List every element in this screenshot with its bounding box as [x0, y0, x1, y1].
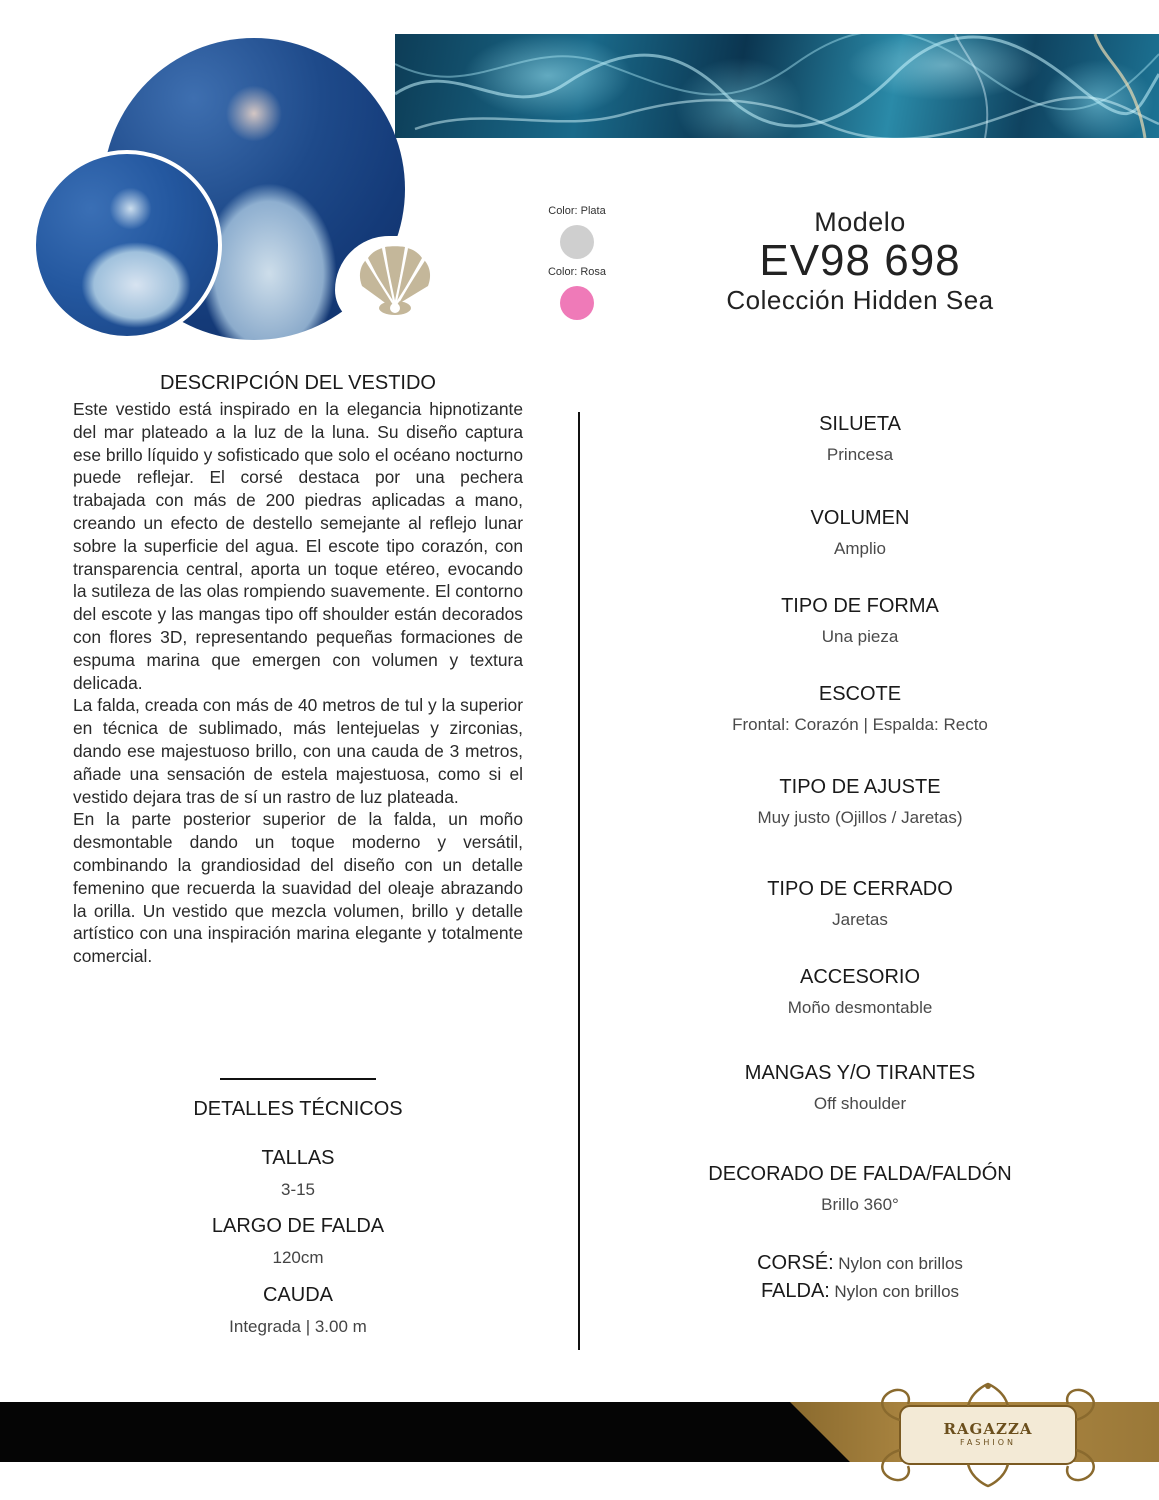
description-paragraph: Este vestido está inspirado en la elegancia hipnotizante del mar plateado a la luz de la luna. Su diseño captura ese brillo líquido y sofisticado que solo el océano nocturno puede reflejar. El corsé destaca por una pechera trabajada con más de 200 piedras aplicadas a mano, creando un efecto de destello semejante al reflejo lunar sobre la superficie del agua. El escote tipo corazón, con transparencia central, aporta un toque etéreo, evocando la sutileza de las olas rompiendo suavemente. El contorno del escote y las mangas tipo off shoulder están decorados con flores 3D, representando pequeñas formaciones de espuma marina que emergen con volumen y textura delicada. [73, 399, 523, 693]
color-label-plata: Color: Plata [548, 205, 606, 217]
description-paragraph: La falda, creada con más de 40 metros de tul y la superior en técnica de sublimado, más lentejuelas y zirconias, dando ese majestuoso brillo, con una cauda de 3 metros, añade una sensación de estela majestuosa, como si el vestido dejara tras de sí un rastro de luz plateada. [73, 695, 523, 807]
technical-details-title: DETALLES TÉCNICOS [193, 1098, 403, 1120]
color-swatch-plata [560, 225, 594, 259]
tech-label: LARGO DE FALDA [211, 1215, 385, 1237]
spec-value: Jaretas [832, 910, 888, 929]
material-value: Nylon con brillos [834, 1282, 960, 1301]
spec-label: DECORADO DE FALDA/FALDÓN [708, 1163, 1012, 1185]
shell-icon [352, 246, 438, 316]
spec-decorado [660, 1161, 1060, 1217]
spec-value: Off shoulder [813, 1094, 907, 1113]
model-label: Modelo [814, 207, 906, 237]
spec-tipo-ajuste [660, 774, 1060, 830]
brand-subtitle: FASHION [959, 1438, 1017, 1447]
spec-label: VOLUMEN [810, 507, 910, 529]
spec-tipo-forma [660, 593, 1060, 649]
spec-volumen [660, 505, 1060, 561]
material-value: Nylon con brillos [838, 1254, 963, 1273]
ocean-banner-image [395, 34, 1159, 138]
material-key: FALDA: [760, 1280, 830, 1302]
spec-value: Moño desmontable [787, 998, 933, 1017]
tech-item-largo-falda [73, 1213, 523, 1271]
spec-label: ACCESORIO [799, 966, 921, 988]
spec-value: Muy justo (Ojillos / Jaretas) [757, 808, 963, 827]
tech-label: TALLAS [261, 1147, 335, 1169]
spec-label: TIPO DE FORMA [781, 595, 939, 617]
spec-value: Una pieza [821, 627, 899, 646]
wave-texture [395, 34, 1159, 138]
spec-label: MANGAS Y/O TIRANTES [744, 1062, 976, 1084]
color-label-rosa: Color: Rosa [547, 266, 607, 278]
spec-value: Princesa [826, 445, 894, 464]
material-corse [660, 1252, 1060, 1275]
tech-value: Integrada | 3.00 m [229, 1317, 367, 1336]
description-body [73, 398, 523, 968]
tech-value: 120cm [272, 1248, 324, 1267]
model-header [660, 206, 1060, 316]
spec-value: Amplio [834, 539, 886, 558]
description-paragraph: En la parte posterior superior de la falda, un moño desmontable dando un toque moderno y versátil, combinando la grandiosidad del diseño con un detalle femenino que recuerda la suavidad del oleaje abrazando la orilla. Un vestido que mezcla volumen, brillo y detalle artístico con una inspiración marina elegante y totalmente comercial. [73, 809, 523, 967]
spec-mangas [660, 1060, 1060, 1116]
column-divider [578, 412, 580, 1350]
model-code: EV98 698 [759, 236, 961, 285]
brand-name: RAGAZZA [943, 1420, 1033, 1438]
tech-value: 3-15 [280, 1180, 316, 1199]
spec-label: SILUETA [819, 413, 901, 435]
description-title: DESCRIPCIÓN DEL VESTIDO [160, 372, 436, 394]
collection-name: Colección Hidden Sea [726, 285, 994, 315]
spec-label: ESCOTE [818, 683, 902, 705]
tech-item-tallas [73, 1145, 523, 1203]
spec-tipo-cerrado [660, 876, 1060, 932]
material-key: CORSÉ: [757, 1252, 834, 1274]
tech-label: CAUDA [262, 1284, 333, 1306]
spec-label: TIPO DE CERRADO [767, 878, 953, 900]
tech-item-cauda [73, 1282, 523, 1340]
material-falda [660, 1280, 1060, 1303]
section-divider [220, 1078, 376, 1080]
spec-label: TIPO DE AJUSTE [779, 776, 941, 798]
spec-silueta [660, 411, 1060, 467]
spec-value: Brillo 360° [821, 1195, 899, 1214]
spec-accesorio [660, 964, 1060, 1020]
color-swatch-rosa [560, 286, 594, 320]
spec-escote [660, 681, 1060, 737]
dress-back-photo [32, 150, 222, 340]
spec-value: Frontal: Corazón | Espalda: Recto [732, 715, 988, 734]
